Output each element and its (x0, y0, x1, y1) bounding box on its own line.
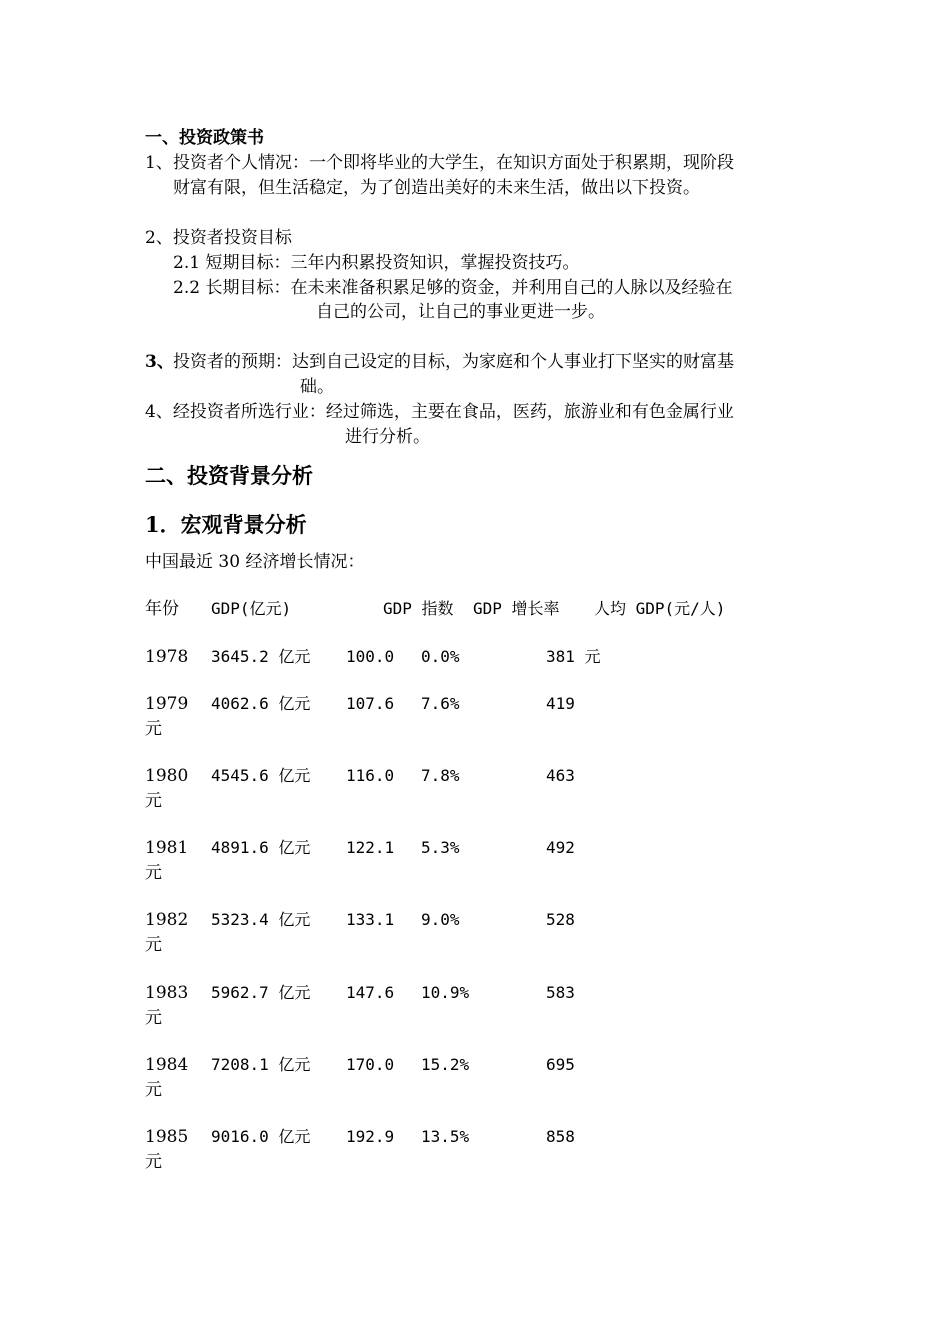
row-rate: 7.8% (421, 766, 460, 785)
col-header-year: 年份 (145, 599, 179, 619)
row-per-capita: 419 (546, 694, 575, 713)
gdp-intro: 中国最近 30 经济增长情况： (145, 552, 365, 572)
row-per-capita: 381 元 (546, 647, 601, 666)
row-gdp: 7208.1 亿元 (211, 1055, 311, 1074)
item2-long-goal-line1: 2.2 长期目标：在未来准备积累足够的资金，并利用自己的人脉以及经验在 (173, 278, 733, 298)
row-gdp: 5962.7 亿元 (211, 983, 311, 1002)
row-year: 1979 (145, 694, 189, 714)
row-year-unit: 元 (145, 863, 162, 883)
section2-heading: 二、投资背景分析 (145, 463, 313, 488)
row-year-unit: 元 (145, 791, 162, 811)
row-gdp: 5323.4 亿元 (211, 910, 311, 929)
row-per-capita: 528 (546, 910, 575, 929)
item4-line2: 进行分析。 (345, 427, 430, 447)
item3-line1: 投资者的预期：达到自己设定的目标，为家庭和个人事业打下坚实的财富基 (173, 352, 734, 372)
col-header-index: GDP 指数 (383, 599, 454, 618)
row-gdp: 4545.6 亿元 (211, 766, 311, 785)
row-year-unit: 元 (145, 1152, 162, 1172)
col-header-gdp: GDP(亿元) (211, 599, 292, 618)
section1-heading: 一、投资政策书 (145, 128, 264, 148)
row-gdp: 4062.6 亿元 (211, 694, 311, 713)
row-index: 147.6 (346, 983, 395, 1002)
col-header-rate: GDP 增长率 (473, 599, 560, 618)
row-index: 100.0 (346, 647, 395, 666)
row-index: 170.0 (346, 1055, 395, 1074)
row-gdp: 3645.2 亿元 (211, 647, 311, 666)
row-rate: 10.9% (421, 983, 470, 1002)
row-index: 116.0 (346, 766, 395, 785)
item4-line1: 4、经投资者所选行业：经过筛选，主要在食品，医药，旅游业和有色金属行业 (145, 402, 734, 422)
row-year-unit: 元 (145, 1080, 162, 1100)
row-per-capita: 583 (546, 983, 575, 1002)
row-year-unit: 元 (145, 1008, 162, 1028)
row-per-capita: 463 (546, 766, 575, 785)
row-year: 1980 (145, 766, 189, 786)
item2-long-goal-line2: 自己的公司，让自己的事业更进一步。 (316, 302, 605, 322)
row-year-unit: 元 (145, 719, 162, 739)
row-year: 1981 (145, 838, 189, 858)
row-rate: 15.2% (421, 1055, 470, 1074)
row-rate: 5.3% (421, 838, 460, 857)
row-year: 1984 (145, 1055, 189, 1075)
item3-line2: 础。 (300, 377, 334, 397)
row-year: 1982 (145, 910, 189, 930)
row-per-capita: 858 (546, 1127, 575, 1146)
row-per-capita: 695 (546, 1055, 575, 1074)
item2-label: 2、投资者投资目标 (145, 228, 292, 248)
row-index: 107.6 (346, 694, 395, 713)
row-year: 1985 (145, 1127, 189, 1147)
row-rate: 13.5% (421, 1127, 470, 1146)
row-rate: 0.0% (421, 647, 460, 666)
row-index: 133.1 (346, 910, 395, 929)
item1-label: 1、 (145, 153, 173, 173)
row-per-capita: 492 (546, 838, 575, 857)
row-index: 122.1 (346, 838, 395, 857)
item3-label: 3、 (145, 352, 174, 372)
row-rate: 7.6% (421, 694, 460, 713)
section2-subheading: 1．宏观背景分析 (145, 512, 307, 537)
row-index: 192.9 (346, 1127, 395, 1146)
row-gdp: 9016.0 亿元 (211, 1127, 311, 1146)
row-gdp: 4891.6 亿元 (211, 838, 311, 857)
row-rate: 9.0% (421, 910, 460, 929)
item1-line2: 财富有限，但生活稳定，为了创造出美好的未来生活，做出以下投资。 (173, 178, 700, 198)
item2-short-goal: 2.1 短期目标：三年内积累投资知识，掌握投资技巧。 (173, 253, 580, 273)
row-year-unit: 元 (145, 935, 162, 955)
row-year: 1978 (145, 647, 189, 667)
row-year: 1983 (145, 983, 189, 1003)
col-header-per-capita: 人均 GDP(元/人) (594, 599, 726, 618)
item1-line1: 投资者个人情况：一个即将毕业的大学生，在知识方面处于积累期，现阶段 (173, 153, 734, 173)
